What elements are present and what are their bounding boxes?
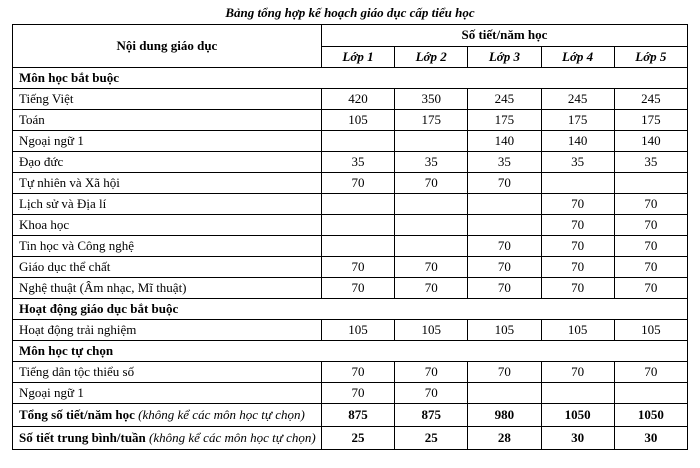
cell-grade-2: 175 bbox=[395, 110, 468, 131]
cell-grade-4 bbox=[541, 383, 614, 404]
cell-grade-1: 70 bbox=[321, 383, 394, 404]
total-label: Số tiết trung bình/tuần bbox=[19, 430, 146, 445]
section-row bbox=[13, 68, 688, 89]
total-note: (không kể các môn học tự chọn) bbox=[149, 430, 316, 445]
cell-grade-4: 175 bbox=[541, 110, 614, 131]
cell-grade-2: 70 bbox=[395, 362, 468, 383]
table-row bbox=[13, 320, 688, 341]
total-label-cell bbox=[13, 404, 322, 427]
cell-grade-4: 70 bbox=[541, 257, 614, 278]
cell-grade-2: 70 bbox=[395, 257, 468, 278]
cell-grade-5: 70 bbox=[614, 362, 687, 383]
cell-grade-3: 245 bbox=[468, 89, 541, 110]
subject-name: Khoa học bbox=[13, 215, 322, 236]
cell-grade-4: 70 bbox=[541, 278, 614, 299]
cell-grade-5 bbox=[614, 383, 687, 404]
table-row bbox=[13, 110, 688, 131]
cell-grade-5: 70 bbox=[614, 236, 687, 257]
cell-grade-2 bbox=[395, 194, 468, 215]
cell-grade-1 bbox=[321, 215, 394, 236]
cell-grade-3 bbox=[468, 383, 541, 404]
total-grade-3: 28 bbox=[468, 427, 541, 450]
cell-grade-1 bbox=[321, 194, 394, 215]
cell-grade-3: 105 bbox=[468, 320, 541, 341]
cell-grade-5: 70 bbox=[614, 257, 687, 278]
cell-grade-5: 70 bbox=[614, 215, 687, 236]
subject-name: Toán bbox=[13, 110, 322, 131]
cell-grade-5: 175 bbox=[614, 110, 687, 131]
cell-grade-2: 105 bbox=[395, 320, 468, 341]
subject-name: Tiếng Việt bbox=[13, 89, 322, 110]
subject-name: Tin học và Công nghệ bbox=[13, 236, 322, 257]
section-row bbox=[13, 299, 688, 320]
total-grade-5: 30 bbox=[614, 427, 687, 450]
header-content: Nội dung giáo dục bbox=[13, 25, 322, 68]
subject-name: Ngoại ngữ 1 bbox=[13, 383, 322, 404]
subject-name: Tiếng dân tộc thiểu số bbox=[13, 362, 322, 383]
table-row bbox=[13, 383, 688, 404]
table-row bbox=[13, 215, 688, 236]
cell-grade-2 bbox=[395, 215, 468, 236]
table-row bbox=[13, 131, 688, 152]
table-caption: Bảng tổng hợp kế hoạch giáo dục cấp tiểu học bbox=[225, 5, 475, 20]
cell-grade-3: 70 bbox=[468, 236, 541, 257]
cell-grade-1: 105 bbox=[321, 320, 394, 341]
subject-name: Tự nhiên và Xã hội bbox=[13, 173, 322, 194]
table-row bbox=[13, 362, 688, 383]
table-row bbox=[13, 173, 688, 194]
subject-name: Ngoại ngữ 1 bbox=[13, 131, 322, 152]
header-periods-group: Số tiết/năm học bbox=[321, 25, 687, 47]
header-grade-3: Lớp 3 bbox=[468, 46, 541, 68]
subject-name: Giáo dục thể chất bbox=[13, 257, 322, 278]
cell-grade-1: 70 bbox=[321, 173, 394, 194]
table-row bbox=[13, 236, 688, 257]
table-row bbox=[13, 194, 688, 215]
cell-grade-2 bbox=[395, 131, 468, 152]
section-title: Môn học bắt buộc bbox=[13, 68, 688, 89]
cell-grade-2: 350 bbox=[395, 89, 468, 110]
total-label: Tổng số tiết/năm học bbox=[19, 407, 135, 422]
total-row bbox=[13, 404, 688, 427]
table-row bbox=[13, 152, 688, 173]
total-grade-2: 875 bbox=[395, 404, 468, 427]
cell-grade-3: 140 bbox=[468, 131, 541, 152]
header-grade-1: Lớp 1 bbox=[321, 46, 394, 68]
header-grade-4: Lớp 4 bbox=[541, 46, 614, 68]
cell-grade-4 bbox=[541, 173, 614, 194]
header-grade-5: Lớp 5 bbox=[614, 46, 687, 68]
cell-grade-1: 70 bbox=[321, 257, 394, 278]
table-row bbox=[13, 257, 688, 278]
cell-grade-3: 175 bbox=[468, 110, 541, 131]
total-grade-1: 875 bbox=[321, 404, 394, 427]
cell-grade-1 bbox=[321, 236, 394, 257]
cell-grade-4: 35 bbox=[541, 152, 614, 173]
total-row bbox=[13, 427, 688, 450]
total-grade-3: 980 bbox=[468, 404, 541, 427]
table-row bbox=[13, 89, 688, 110]
cell-grade-4: 70 bbox=[541, 236, 614, 257]
cell-grade-2: 35 bbox=[395, 152, 468, 173]
total-grade-4: 30 bbox=[541, 427, 614, 450]
cell-grade-5: 70 bbox=[614, 194, 687, 215]
total-grade-4: 1050 bbox=[541, 404, 614, 427]
table-body bbox=[13, 68, 688, 450]
total-grade-2: 25 bbox=[395, 427, 468, 450]
header-grade-2: Lớp 2 bbox=[395, 46, 468, 68]
cell-grade-5: 140 bbox=[614, 131, 687, 152]
education-plan-table bbox=[12, 24, 688, 450]
cell-grade-1: 35 bbox=[321, 152, 394, 173]
cell-grade-1: 105 bbox=[321, 110, 394, 131]
cell-grade-1 bbox=[321, 131, 394, 152]
cell-grade-2 bbox=[395, 236, 468, 257]
total-note: (không kể các môn học tự chọn) bbox=[138, 407, 305, 422]
cell-grade-1: 70 bbox=[321, 278, 394, 299]
cell-grade-4: 140 bbox=[541, 131, 614, 152]
subject-name: Lịch sử và Địa lí bbox=[13, 194, 322, 215]
section-title: Hoạt động giáo dục bắt buộc bbox=[13, 299, 688, 320]
cell-grade-4: 70 bbox=[541, 194, 614, 215]
total-grade-5: 1050 bbox=[614, 404, 687, 427]
cell-grade-5: 105 bbox=[614, 320, 687, 341]
cell-grade-3: 70 bbox=[468, 362, 541, 383]
cell-grade-4: 70 bbox=[541, 362, 614, 383]
cell-grade-5: 245 bbox=[614, 89, 687, 110]
cell-grade-2: 70 bbox=[395, 173, 468, 194]
cell-grade-3: 70 bbox=[468, 257, 541, 278]
section-title: Môn học tự chọn bbox=[13, 341, 688, 362]
subject-name: Đạo đức bbox=[13, 152, 322, 173]
cell-grade-3 bbox=[468, 194, 541, 215]
cell-grade-3 bbox=[468, 215, 541, 236]
cell-grade-1: 420 bbox=[321, 89, 394, 110]
cell-grade-5: 35 bbox=[614, 152, 687, 173]
total-grade-1: 25 bbox=[321, 427, 394, 450]
cell-grade-1: 70 bbox=[321, 362, 394, 383]
cell-grade-2: 70 bbox=[395, 383, 468, 404]
subject-name: Hoạt động trải nghiệm bbox=[13, 320, 322, 341]
cell-grade-4: 245 bbox=[541, 89, 614, 110]
total-label-cell bbox=[13, 427, 322, 450]
cell-grade-3: 70 bbox=[468, 173, 541, 194]
cell-grade-4: 70 bbox=[541, 215, 614, 236]
subject-name: Nghệ thuật (Âm nhạc, Mĩ thuật) bbox=[13, 278, 322, 299]
table-row bbox=[13, 278, 688, 299]
cell-grade-2: 70 bbox=[395, 278, 468, 299]
cell-grade-3: 70 bbox=[468, 278, 541, 299]
cell-grade-3: 35 bbox=[468, 152, 541, 173]
cell-grade-4: 105 bbox=[541, 320, 614, 341]
cell-grade-5 bbox=[614, 173, 687, 194]
cell-grade-5: 70 bbox=[614, 278, 687, 299]
section-row bbox=[13, 341, 688, 362]
